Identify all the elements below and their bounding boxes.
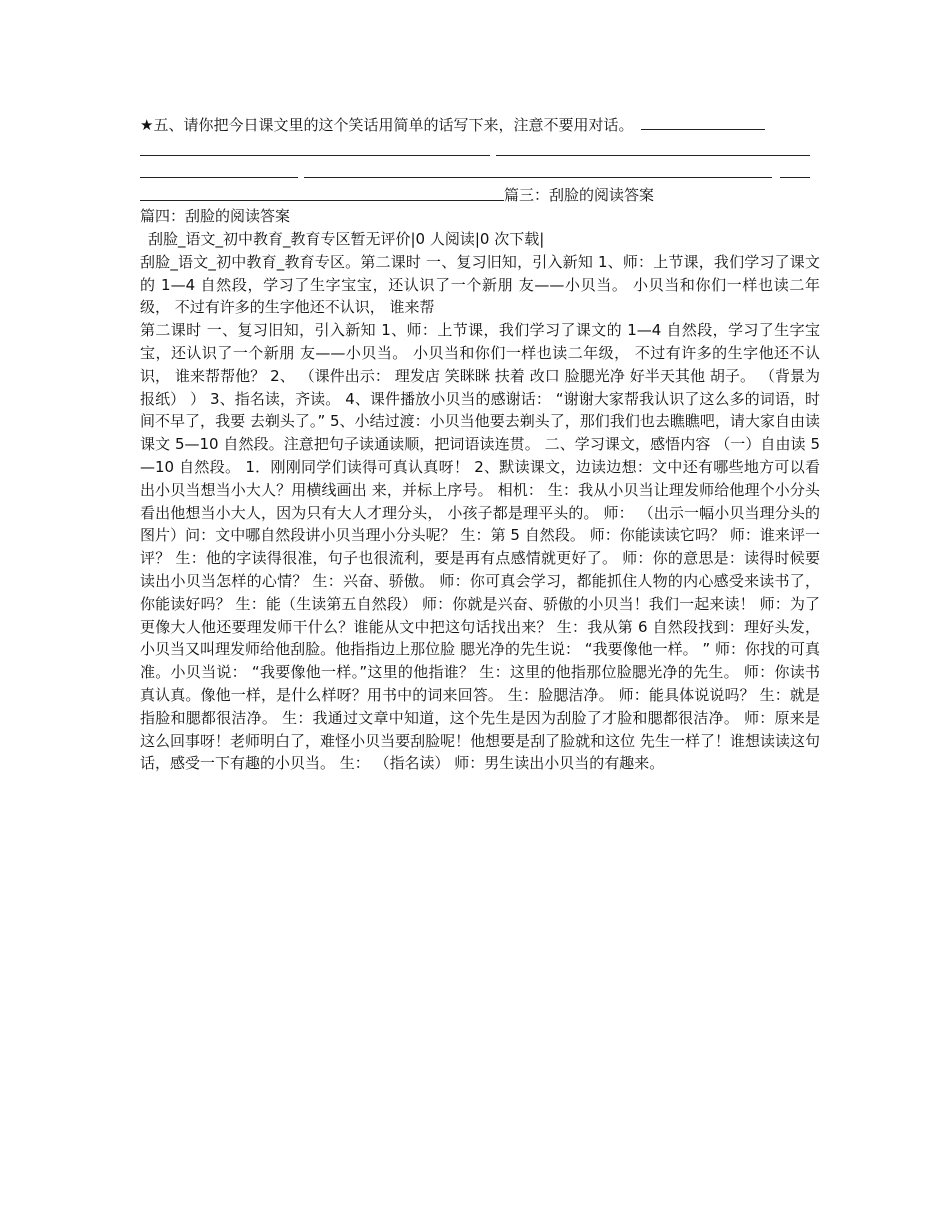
answer-blank — [140, 200, 504, 201]
answer-blank-row-2 — [140, 160, 820, 183]
body-paragraph: 第二课时 一、复习旧知，引入新知 1、师：上节课，我们学习了课文的 1—4 自然段，学习了生字宝宝，还认识了一个新朋 友——小贝当。 小贝当和你们一样也读二年级， 不过有许多的生字他还不认识， 谁来帮帮他？ 2、 （课件出示： 理发店 笑眯眯 扶着 改口 脸腮光净 好半天其他 胡子。 （背景为报纸） ） 3、指名读，齐读。 4、课件播放小贝当的感谢话： “谢谢大家帮我认识了这么多的词语，时间不早了，我要 去剃头了。” 5、小结过渡：小贝当他要去剃头了，那们我们也去瞧瞧吧，请大家自由读课文 5—10 自然段。注意把句子读通读顺，把词语读连贯。 二、学习课文，感悟内容 （一）自由读 5—10 自然段。 1．刚刚同学们读得可真认真呀！ 2、默读课文，边读边想：文中还有哪些地方可以看出小贝当想当小大人？用横线画出 来，并标上序号。 相机： 生：我从小贝当让理发师给他理个小分头看出他想当小大人，因为只有大人才理分头， 小孩子都是理平头的。 师： （出示一幅小贝当理分头的图片）问：文中哪自然段讲小贝当理小分头呢？ 生：第 5 自然段。 师：你能读读它吗？ 师：谁来评一评？ 生：他的字读得很准，句子也很流利，要是再有点感情就更好了。 师：你的意思是：读得时候要读出小贝当怎样的心情？ 生：兴奋、骄傲。 师：你可真会学习，都能抓住人物的内心感受来读书了，你能读好吗？ 生：能（生读第五自然段） 师：你就是兴奋、骄傲的小贝当！我们一起来读！ 师：为了更像大人他还要理发师干什么？谁能从文中把这句话找出来？ 生：我从第 6 自然段找到：理好头发，小贝当又叫理发师给他刮脸。他指指边上那位脸 腮光净的先生说： “我要像他一样。 ” 师：你找的可真准。小贝当说： “我要像他一样。”这里的他指谁？ 生：这里的他指那位脸腮光净的先生。 师：你读书真认真。像他一样，是什么样呀？用书中的词来回答。 生：脸腮洁净。 师：能具体说说吗？ 生：就是指脸和腮都很洁净。 生：我通过文章中知道，这个先生是因为刮脸了才脸和腮都很洁净。 师：原来是这么回事呀！老师明白了，难怪小贝当要刮脸呢！他想要是刮了脸就和这位 先生一样了！谁想读读这句话，感受一下有趣的小贝当。 生： （指名读） 师：男生读出小贝当的有趣来。 — [140, 321, 820, 773]
summary-paragraph: 刮脸_语文_初中教育_教育专区。第二课时 一、复习旧知，引入新知 1、师：上节课，我们学习了课文的 1—4 自然段，学习了生字宝宝，还认识了一个新朋 友——小贝当。 小贝当和你们一样也读二年级， 不过有许多的生字他还不认识， 谁来帮 — [140, 252, 820, 317]
exercise-five-line — [140, 114, 820, 137]
answer-blank — [140, 177, 298, 178]
exercise-five-text: ★五、请你把今日课文里的这个笑话用简单的话写下来，注意不要用对话。 — [140, 116, 634, 134]
section4-heading: 篇四：刮脸的阅读答案 — [140, 207, 291, 226]
section3-heading-line — [140, 182, 820, 205]
answer-blank — [496, 155, 810, 156]
answer-blank — [641, 115, 765, 130]
answer-blank — [304, 177, 772, 178]
answer-blank — [140, 155, 490, 156]
meta-line: 刮脸_语文_初中教育_教育专区暂无评价|0 人阅读|0 次下载| — [148, 229, 545, 248]
answer-blank — [780, 177, 810, 178]
document-page — [140, 114, 820, 775]
answer-blank-row-1 — [140, 137, 820, 160]
section3-heading: 篇三：刮脸的阅读答案 — [504, 186, 655, 205]
